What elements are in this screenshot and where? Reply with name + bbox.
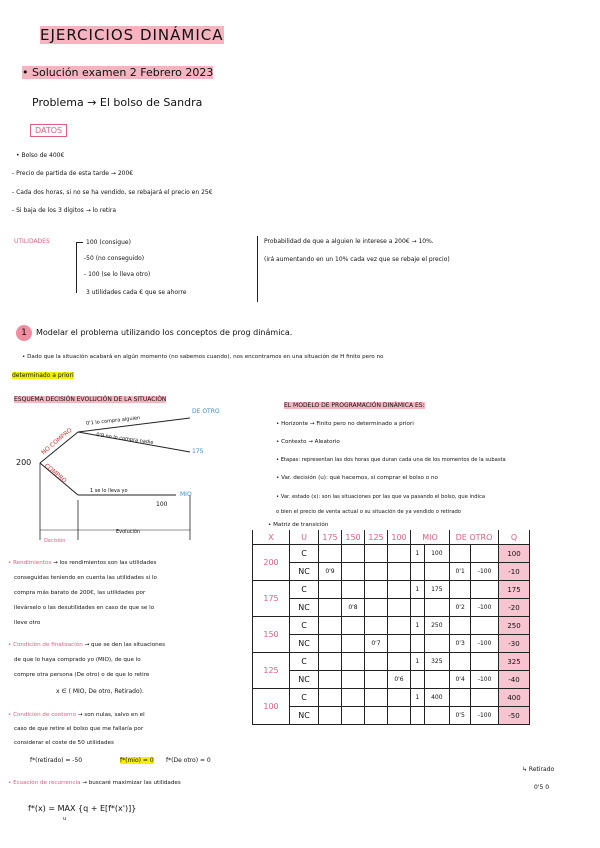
matrix-cell: 0'7 bbox=[365, 635, 388, 653]
matrix-cell bbox=[411, 635, 425, 653]
exam-title: • Solución examen 2 Febrero 2023 bbox=[22, 66, 214, 79]
modelo-item: o bien el precio de venta actual o su situación de ya vendido o retirado bbox=[276, 509, 461, 515]
matrix-cell bbox=[365, 689, 388, 707]
matrix-cell bbox=[450, 617, 471, 635]
matrix-cell: 325 bbox=[424, 653, 449, 671]
matrix-cell bbox=[388, 653, 411, 671]
utilidad-item: 3 utilidades cada € que se ahorre bbox=[86, 289, 187, 296]
q-cell: -20 bbox=[499, 599, 530, 617]
matrix-cell bbox=[388, 635, 411, 653]
fin-line: x ∈ ( MIO, De otro, Retirado). bbox=[56, 688, 144, 695]
f-retirado: f*(retirado) = -50 bbox=[30, 757, 83, 764]
matrix-cell bbox=[450, 545, 471, 563]
branch-label: 0'9 no lo compra nadie bbox=[95, 432, 154, 446]
matrix-cell bbox=[471, 581, 499, 599]
q-cell: 100 bbox=[499, 545, 530, 563]
matrix-cell bbox=[388, 563, 411, 581]
q-cell: 250 bbox=[499, 617, 530, 635]
divider bbox=[257, 236, 258, 302]
fin-line: → que se den las situaciones bbox=[84, 642, 166, 648]
matrix-header bbox=[253, 530, 530, 545]
decision-cell: C bbox=[290, 545, 319, 563]
col-header: U bbox=[290, 530, 319, 545]
prob-line: Probabilidad de que a alguien le interese a 200€ → 10%. bbox=[264, 238, 434, 245]
matrix-row bbox=[253, 617, 530, 635]
matrix-cell bbox=[342, 707, 365, 725]
datos-item: - Cada dos horas, si no se ha vendido, se rebajará el precio en 25€ bbox=[12, 189, 213, 196]
datos-item: - Precio de partida de esta tarde → 200€ bbox=[12, 170, 134, 177]
utilidades-bracket bbox=[76, 242, 83, 293]
state-cell: 125 bbox=[253, 653, 290, 689]
matrix-cell bbox=[365, 599, 388, 617]
q-cell: -40 bbox=[499, 671, 530, 689]
col-header: 100 bbox=[388, 530, 411, 545]
cont-line: considerar el coste de 50 utilidades bbox=[14, 740, 114, 746]
q-cell: -30 bbox=[499, 635, 530, 653]
cont-line: caso de que retire el bolso que me fallaría por bbox=[14, 726, 144, 732]
fin-title: • Condición de finalización bbox=[8, 642, 83, 648]
section-heading: Modelar el problema utilizando los conceptos de prog dinámica. bbox=[36, 328, 293, 337]
matrix-cell bbox=[319, 545, 342, 563]
matrix-cell: 0'3 bbox=[450, 635, 471, 653]
matrix-cell bbox=[424, 563, 449, 581]
matrix-cell: 0'8 bbox=[342, 599, 365, 617]
matrix-row bbox=[253, 671, 530, 689]
matrix-cell bbox=[411, 599, 425, 617]
matrix-cell: 250 bbox=[424, 617, 449, 635]
utilidad-item: -50 (no conseguido) bbox=[84, 255, 145, 262]
matrix-cell bbox=[411, 563, 425, 581]
rend-line: lleve otro bbox=[14, 620, 41, 626]
matrix-cell: 1 bbox=[411, 617, 425, 635]
cont-line: → son nulas, salvo en el bbox=[77, 712, 145, 718]
matrix-cell bbox=[342, 671, 365, 689]
matrix-row bbox=[253, 563, 530, 581]
section-line: determinado a priori bbox=[12, 372, 74, 379]
outcome-175: 175 bbox=[192, 448, 204, 455]
utilidades-label: UTILIDADES bbox=[14, 238, 50, 245]
matrix-cell bbox=[411, 671, 425, 689]
start-value: 200 bbox=[16, 458, 32, 467]
decision-cell: NC bbox=[290, 563, 319, 581]
rend-line: conseguidas teniendo en cuenta las utilidades si lo bbox=[14, 575, 157, 581]
col-header: 125 bbox=[365, 530, 388, 545]
utilidad-item: - 100 (se lo lleva otro) bbox=[84, 271, 151, 278]
col-header: DE OTRO bbox=[450, 530, 499, 545]
formula-sub: u bbox=[63, 816, 67, 822]
no-compro-label: NO COMPRO bbox=[40, 426, 74, 457]
matrix-cell: 0'2 bbox=[450, 599, 471, 617]
state-cell: 100 bbox=[253, 689, 290, 725]
matrix-cell bbox=[424, 671, 449, 689]
retirado-label: ↳ Retirado bbox=[522, 766, 555, 773]
matrix-cell bbox=[450, 581, 471, 599]
matrix-cell: 1 bbox=[411, 689, 425, 707]
matrix-cell bbox=[365, 707, 388, 725]
matrix-cell bbox=[319, 653, 342, 671]
matrix-cell bbox=[319, 599, 342, 617]
matrix-cell bbox=[365, 545, 388, 563]
modelo-item: • Horizonte → Finito pero no determinado a priori bbox=[276, 421, 414, 427]
matrix-cell bbox=[424, 635, 449, 653]
matrix-cell bbox=[342, 635, 365, 653]
datos-label: DATOS bbox=[30, 124, 67, 137]
matrix-cell: -100 bbox=[471, 563, 499, 581]
matrix-row bbox=[253, 707, 530, 725]
matrix-cell bbox=[342, 545, 365, 563]
matrix-cell bbox=[388, 599, 411, 617]
matrix-cell bbox=[424, 707, 449, 725]
col-header: 150 bbox=[342, 530, 365, 545]
state-cell: 200 bbox=[253, 545, 290, 581]
rend-title: • Rendimientos bbox=[8, 560, 52, 566]
matrix-cell bbox=[319, 671, 342, 689]
section-number: 1 bbox=[16, 325, 32, 341]
page-title: EJERCICIOS DINÁMICA bbox=[40, 26, 224, 44]
fin-line: compre otra persona (De otro) o de que lo retire bbox=[14, 672, 150, 678]
matrix-cell bbox=[365, 671, 388, 689]
datos-item: • Bolso de 400€ bbox=[16, 152, 65, 159]
matrix-cell bbox=[319, 581, 342, 599]
matrix-cell: 0'5 bbox=[450, 707, 471, 725]
compro-label: COMPRO bbox=[42, 462, 68, 485]
col-header: X bbox=[253, 530, 290, 545]
evolucion-label: Evolución bbox=[116, 529, 141, 535]
modelo-item: • Var. estado (x): son las situaciones por las que va pasando el bolso, que indica bbox=[276, 494, 486, 500]
f-mio: f*(mio) = 0 bbox=[120, 757, 154, 764]
matrix-cell bbox=[365, 581, 388, 599]
retirado-value: 0'5 0 bbox=[534, 784, 550, 791]
matrix-cell: 1 bbox=[411, 653, 425, 671]
q-cell: 175 bbox=[499, 581, 530, 599]
section-line: • Dado que la situación acabará en algún momento (no sabemos cuando), nos encontramos en una situación de H finito pero no bbox=[22, 354, 384, 360]
matrix-cell bbox=[365, 563, 388, 581]
ec-title: • Ecuación de recurrencia bbox=[8, 780, 81, 786]
decision-cell: NC bbox=[290, 599, 319, 617]
decision-cell: NC bbox=[290, 707, 319, 725]
schema-title: ESQUEMA DECISIÓN EVOLUCIÓN DE LA SITUACIÓN bbox=[14, 396, 167, 403]
matrix-cell: -100 bbox=[471, 707, 499, 725]
matrix-cell: -100 bbox=[471, 671, 499, 689]
matrix-cell bbox=[471, 689, 499, 707]
q-cell: -10 bbox=[499, 563, 530, 581]
q-cell: -50 bbox=[499, 707, 530, 725]
decision-cell: C bbox=[290, 581, 319, 599]
datos-item: - Si baja de los 3 dígitos → lo retira bbox=[12, 207, 117, 214]
matrix-cell bbox=[365, 653, 388, 671]
matrix-cell bbox=[319, 635, 342, 653]
matrix-row bbox=[253, 599, 530, 617]
col-header: Q bbox=[499, 530, 530, 545]
outcome-mio: MIO bbox=[180, 491, 192, 498]
matrix-cell bbox=[342, 689, 365, 707]
modelo-item: • Contexto → Aleatorio bbox=[276, 439, 340, 445]
modelo-item: • Var. decisión (u): qué hacemos, si comprar el bolso o no bbox=[276, 475, 438, 481]
value-100: 100 bbox=[156, 501, 168, 508]
modelo-item: • Matriz de transición bbox=[268, 522, 329, 528]
matrix-cell bbox=[471, 545, 499, 563]
ec-line: → buscaré maximizar las utilidades bbox=[82, 780, 181, 786]
matrix-row bbox=[253, 581, 530, 599]
matrix-cell bbox=[424, 599, 449, 617]
matrix-cell bbox=[319, 707, 342, 725]
matrix-row bbox=[253, 653, 530, 671]
rend-line: → los rendimientos son las utilidades bbox=[53, 560, 157, 566]
matrix-row bbox=[253, 689, 530, 707]
matrix-cell bbox=[471, 653, 499, 671]
matrix-cell bbox=[342, 563, 365, 581]
decision-cell: C bbox=[290, 617, 319, 635]
decision-cell: C bbox=[290, 689, 319, 707]
utilidad-item: 100 (consigue) bbox=[86, 239, 131, 246]
decision-cell: NC bbox=[290, 671, 319, 689]
f-otro: f*(De otro) = 0 bbox=[166, 757, 211, 764]
matrix-cell bbox=[388, 581, 411, 599]
modelo-title: EL MODELO DE PROGRAMACIÓN DINÁMICA ES: bbox=[284, 402, 425, 409]
rend-line: compra más barato de 200€, las utilidades por bbox=[14, 590, 146, 596]
decision-cell: NC bbox=[290, 635, 319, 653]
matrix-cell: 0'1 bbox=[450, 563, 471, 581]
decision-cell: C bbox=[290, 653, 319, 671]
matrix-row bbox=[253, 635, 530, 653]
prob-line: (irá aumentando en un 10% cada vez que se rebaje el precio) bbox=[264, 256, 450, 263]
recurrence-formula: f*(x) = MAX {q + E[f*(x')]} bbox=[28, 804, 137, 813]
col-header: MIO bbox=[411, 530, 450, 545]
matrix-cell bbox=[319, 689, 342, 707]
matrix-row bbox=[253, 545, 530, 563]
matrix-cell: 1 bbox=[411, 581, 425, 599]
matrix-cell: 0'4 bbox=[450, 671, 471, 689]
q-cell: 325 bbox=[499, 653, 530, 671]
matrix-cell bbox=[342, 581, 365, 599]
matrix-cell: 1 bbox=[411, 545, 425, 563]
fin-line: de que lo haya comprado yo (MIO), de que lo bbox=[14, 657, 141, 663]
matrix-cell bbox=[365, 617, 388, 635]
branch-label: 1 se lo lleva yo bbox=[90, 488, 128, 494]
matrix-cell: 0'9 bbox=[319, 563, 342, 581]
transition-matrix bbox=[252, 530, 530, 725]
q-cell: 400 bbox=[499, 689, 530, 707]
matrix-cell bbox=[388, 689, 411, 707]
matrix-cell bbox=[388, 545, 411, 563]
matrix-cell: -100 bbox=[471, 635, 499, 653]
problem-title: Problema → El bolso de Sandra bbox=[32, 96, 203, 109]
cont-title: • Condición de contorno bbox=[8, 712, 77, 718]
branch-label: 0'1 lo compra alguien bbox=[85, 415, 141, 427]
matrix-cell bbox=[388, 707, 411, 725]
matrix-cell bbox=[450, 689, 471, 707]
matrix-cell: 0'6 bbox=[388, 671, 411, 689]
matrix-cell bbox=[471, 617, 499, 635]
matrix-cell bbox=[319, 617, 342, 635]
col-header: 175 bbox=[319, 530, 342, 545]
decision-label: Decisión bbox=[44, 538, 66, 544]
matrix-cell bbox=[411, 707, 425, 725]
matrix-cell: 175 bbox=[424, 581, 449, 599]
matrix-cell bbox=[388, 617, 411, 635]
state-cell: 150 bbox=[253, 617, 290, 653]
matrix-cell: 100 bbox=[424, 545, 449, 563]
matrix-cell: -100 bbox=[471, 599, 499, 617]
matrix-cell bbox=[342, 653, 365, 671]
modelo-item: • Etapas: representan las dos horas que duran cada una de los momentos de la subasta bbox=[276, 457, 506, 463]
state-cell: 175 bbox=[253, 581, 290, 617]
rend-line: llevárselo o las desutilidades en caso de que se lo bbox=[14, 605, 155, 611]
matrix-cell: 400 bbox=[424, 689, 449, 707]
outcome-de-otro: DE OTRO bbox=[192, 408, 220, 415]
matrix-cell bbox=[342, 617, 365, 635]
matrix-cell bbox=[450, 653, 471, 671]
